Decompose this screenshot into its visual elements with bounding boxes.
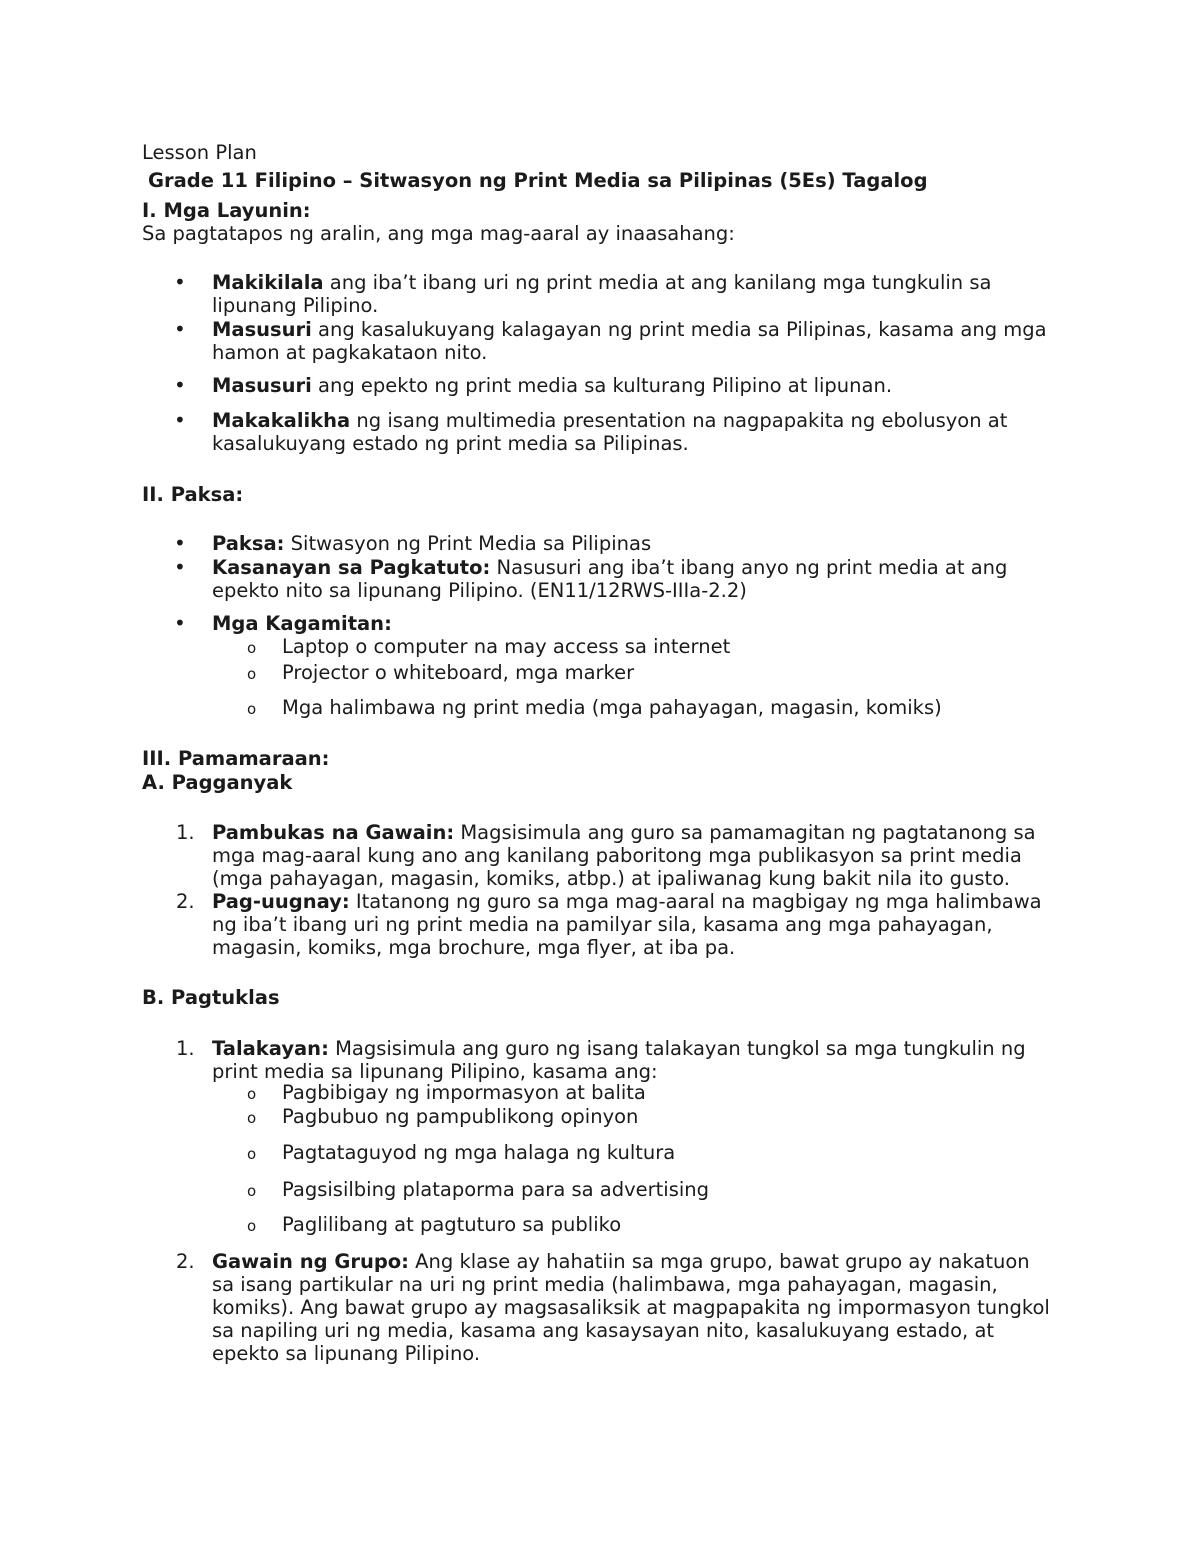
procedure-text-cont: epekto sa lipunang Pilipino.: [212, 1342, 481, 1365]
bullet-marker: •: [174, 555, 186, 579]
objective-verb: Masusuri: [212, 374, 312, 397]
sub-bullet-marker: o: [247, 1182, 257, 1200]
function-item: Paglilibang at pagtuturo sa publiko: [282, 1213, 622, 1236]
bullet-marker: •: [174, 408, 186, 432]
objective-item: [212, 409, 1072, 455]
procedure-text-cont: ng iba’t ibang uri ng print media na pamilyar sila, kasama ang mga pahayagan,: [212, 913, 993, 936]
sub-bullet-marker: o: [247, 665, 257, 683]
procedure-text-cont: (mga pahayagan, magasin, komiks, atbp.) at ipaliwanag kung bakit nila ito gusto.: [212, 867, 1010, 890]
list-number: 1.: [176, 1037, 195, 1060]
procedure-item: [212, 821, 1072, 890]
doc-title: Lesson Plan: [142, 141, 257, 164]
section-1-intro: Sa pagtatapos ng aralin, ang mga mag-aaral ay inaasahang:: [142, 222, 735, 245]
procedure-text-cont: sa isang partikular na uri ng print media (halimbawa, mga pahayagan, magasin,: [212, 1273, 998, 1296]
doc-subtitle: Grade 11 Filipino – Sitwasyon ng Print Media sa Pilipinas (5Es) Tagalog: [148, 169, 928, 192]
objective-item: [212, 374, 1072, 397]
procedure-text-cont: mga mag-aaral kung ano ang kanilang paboritong mga publikasyon sa print media: [212, 844, 1022, 867]
sub-bullet-marker: o: [247, 1145, 257, 1163]
function-item: Pagbibigay ng impormasyon at balita: [282, 1081, 646, 1104]
sub-bullet-marker: o: [247, 1085, 257, 1103]
competency-text-cont: epekto nito sa lipunang Pilipino. (EN11/12RWS-IIIa-2.2): [212, 579, 747, 602]
procedure-text-cont: print media sa lipunang Pilipino, kasama ang:: [212, 1060, 658, 1083]
materials-label: Mga Kagamitan:: [212, 612, 392, 635]
competency-item: [212, 556, 1072, 602]
objective-text: ang epekto ng print media sa kulturang Pilipino at lipunan.: [311, 374, 893, 397]
procedure-label: Pag-uugnay:: [212, 890, 350, 913]
bullet-marker: •: [174, 531, 186, 555]
bullet-marker: •: [174, 317, 186, 341]
objective-verb: Makakalikha: [212, 409, 351, 432]
procedure-text-cont: magasin, komiks, mga brochure, mga flyer, at iba pa.: [212, 936, 736, 959]
section-1-heading: I. Mga Layunin:: [142, 199, 311, 222]
function-item: Pagtataguyod ng mga halaga ng kultura: [282, 1141, 676, 1164]
competency-label: Kasanayan sa Pagkatuto:: [212, 556, 491, 579]
objective-text: ang iba’t ibang uri ng print media at ang kanilang mga tungkulin sa: [323, 271, 992, 294]
section-3-heading: III. Pamamaraan:: [142, 747, 330, 770]
procedure-text-cont: komiks). Ang bawat grupo ay magsasaliksik at magpapakita ng impormasyon tungkol: [212, 1296, 1050, 1319]
procedure-item: [212, 890, 1072, 959]
procedure-label: Talakayan:: [212, 1037, 329, 1060]
bullet-marker: •: [174, 270, 186, 294]
list-number: 2.: [176, 890, 195, 913]
sub-bullet-marker: o: [247, 700, 257, 718]
sub-bullet-marker: o: [247, 1109, 257, 1127]
objective-verb: Masusuri: [212, 318, 312, 341]
procedure-text: Magsisimula ang guro ng isang talakayan tungkol sa mga tungkulin ng: [328, 1037, 1026, 1060]
procedure-text-cont: sa napiling uri ng media, kasama ang kasaysayan nito, kasalukuyang estado, at: [212, 1319, 995, 1342]
procedure-text: Itatanong ng guro sa mga mag-aaral na magbigay ng mga halimbawa: [349, 890, 1042, 913]
function-item: Pagbubuo ng pampublikong opinyon: [282, 1105, 639, 1128]
procedure-label: Pambukas na Gawain:: [212, 821, 455, 844]
objective-item: [212, 271, 1072, 317]
material-item: Laptop o computer na may access sa internet: [282, 635, 731, 658]
material-item: Projector o whiteboard, mga marker: [282, 661, 635, 684]
bullet-marker: •: [174, 611, 186, 635]
objective-text: ang kasalukuyang kalagayan ng print media sa Pilipinas, kasama ang mga: [311, 318, 1047, 341]
procedure-item: [212, 1250, 1072, 1365]
competency-text: Nasusuri ang iba’t ibang anyo ng print media at ang: [490, 556, 1008, 579]
sub-bullet-marker: o: [247, 1217, 257, 1235]
bullet-marker: •: [174, 373, 186, 397]
topic-label: Paksa:: [212, 532, 285, 555]
objective-text-cont: hamon at pagkakataon nito.: [212, 341, 488, 364]
objective-text: ng isang multimedia presentation na nagpapakita ng ebolusyon at: [350, 409, 1008, 432]
objective-item: [212, 318, 1072, 364]
sub-bullet-marker: o: [247, 639, 257, 657]
topic-text: Sitwasyon ng Print Media sa Pilipinas: [284, 532, 652, 555]
material-item: Mga halimbawa ng print media (mga pahayagan, magasin, komiks): [282, 696, 942, 719]
subsection-a-heading: A. Pagganyak: [142, 771, 293, 794]
procedure-text: Magsisimula ang guro sa pamamagitan ng pagtatanong sa: [454, 821, 1036, 844]
list-number: 2.: [176, 1250, 195, 1273]
list-number: 1.: [176, 821, 195, 844]
objective-verb: Makikilala: [212, 271, 324, 294]
objective-text-cont: lipunang Pilipino.: [212, 294, 379, 317]
procedure-item: [212, 1037, 1072, 1083]
procedure-text: Ang klase ay hahatiin sa mga grupo, bawat grupo ay nakatuon: [408, 1250, 1030, 1273]
topic-item: [212, 532, 1072, 555]
section-2-heading: II. Paksa:: [142, 483, 244, 506]
function-item: Pagsisilbing plataporma para sa advertising: [282, 1178, 710, 1201]
subsection-b-heading: B. Pagtuklas: [142, 986, 280, 1009]
objective-text-cont: kasalukuyang estado ng print media sa Pilipinas.: [212, 432, 689, 455]
procedure-label: Gawain ng Grupo:: [212, 1250, 409, 1273]
